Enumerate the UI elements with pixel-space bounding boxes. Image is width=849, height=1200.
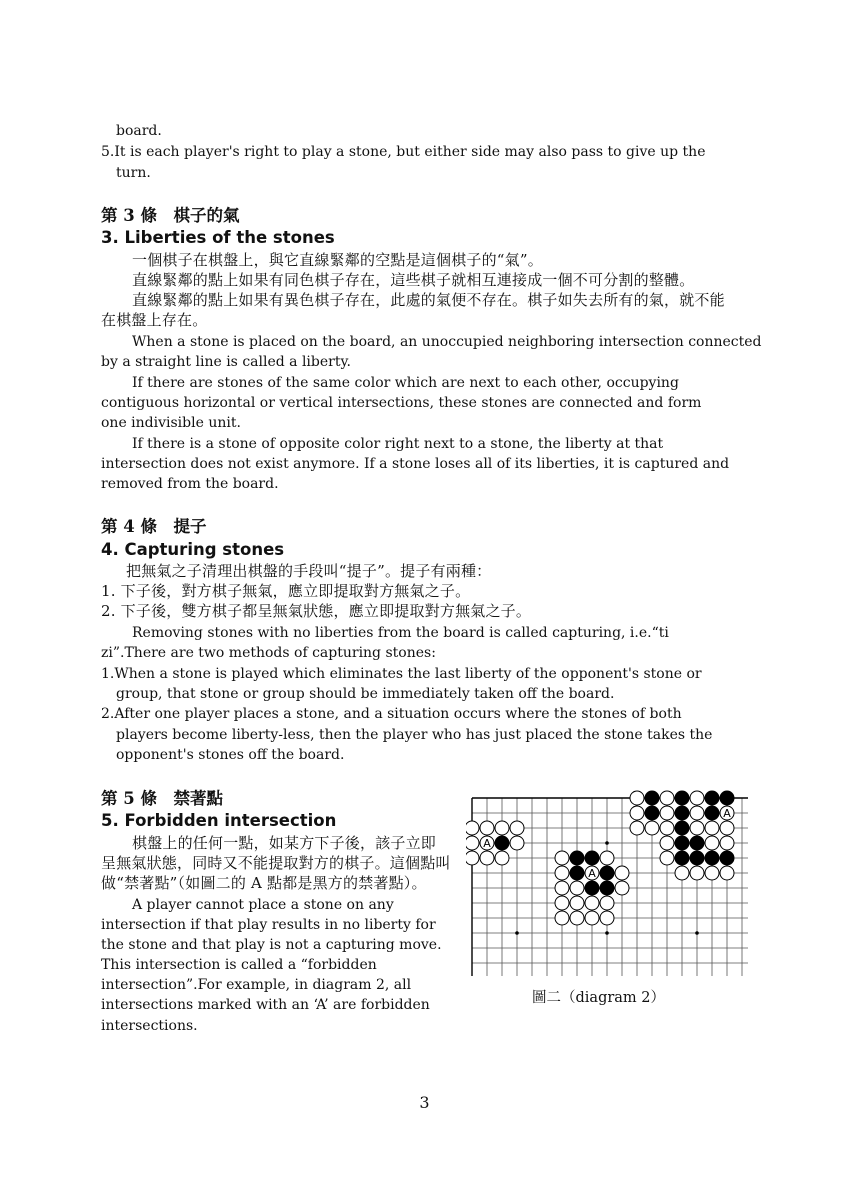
white-stone [495, 821, 509, 835]
white-stone [555, 866, 569, 880]
white-stone [495, 851, 509, 865]
black-stone [600, 881, 614, 895]
rule-5-line: 5.It is each player's right to play a stone, but either side may also pass to give up the [101, 144, 706, 160]
white-stone [570, 881, 584, 895]
section-3-zh-4: 在棋盤上存在。 [101, 311, 208, 329]
black-stone [675, 806, 689, 820]
section-4-zh-2: 1. 下子後，對方棋子無氣，應立即提取對方無氣之子。 [101, 582, 471, 600]
black-stone [675, 836, 689, 850]
top-line-1: board. [116, 123, 162, 139]
white-stone [466, 836, 479, 850]
white-stone [555, 896, 569, 910]
white-stone [615, 866, 629, 880]
white-stone [690, 806, 704, 820]
black-stone [645, 806, 659, 820]
star-point [605, 931, 609, 935]
black-stone [570, 851, 584, 865]
white-stone [705, 836, 719, 850]
black-stone [645, 791, 659, 805]
page-number: 3 [419, 1093, 430, 1112]
diagram-caption: 圖二（diagram 2） [532, 990, 666, 1006]
white-stone [600, 851, 614, 865]
star-point [515, 931, 519, 935]
black-stone [720, 791, 734, 805]
section-5-heading-zh: 第 5 條 禁著點 [101, 789, 223, 808]
white-stone [555, 851, 569, 865]
section-5-en-7: intersections. [101, 1018, 198, 1034]
white-stone [510, 821, 524, 835]
white-stone [690, 866, 704, 880]
black-stone [690, 836, 704, 850]
section-3-en-4: contiguous horizontal or vertical intersections, these stones are connected and form [101, 395, 702, 411]
white-stone [480, 821, 494, 835]
white-stone [690, 821, 704, 835]
section-4-heading-zh: 第 4 條 提子 [101, 517, 207, 536]
white-stone [660, 806, 674, 820]
section-3-heading-en: 3. Liberties of the stones [101, 228, 335, 247]
section-3-en-2: by a straight line is called a liberty. [101, 354, 351, 370]
black-stone [675, 791, 689, 805]
white-stone [720, 866, 734, 880]
section-5-en-5: intersection”.For example, in diagram 2, all [101, 977, 412, 993]
section-5-zh-1: 棋盤上的任何一點，如某方下子後，該子立即 [132, 834, 437, 852]
white-stone [555, 911, 569, 925]
section-4-en-1: Removing stones with no liberties from the board is called capturing, i.e.“ti [132, 625, 669, 641]
section-3-heading-zh: 第 3 條 棋子的氣 [101, 206, 240, 225]
section-4-en-2: zi”.There are two methods of capturing stones: [101, 645, 436, 661]
section-4-zh-3: 2. 下子後，雙方棋子都呈無氣狀態，應立即提取對方無氣之子。 [101, 602, 532, 620]
black-stone [585, 881, 599, 895]
rule-5-line-2: turn. [116, 165, 151, 181]
white-stone [720, 821, 734, 835]
black-stone [585, 851, 599, 865]
section-5-zh-2: 呈無氣狀態，同時又不能提取對方的棋子。這個點叫 [101, 854, 451, 872]
section-3-en-7: intersection does not exist anymore. If a stone loses all of its liberties, it is captured and [101, 456, 730, 472]
black-stone [675, 821, 689, 835]
white-stone [660, 791, 674, 805]
forbidden-point-label: A [723, 807, 731, 820]
section-3-en-3: If there are stones of the same color which are next to each other, occupying [132, 375, 679, 391]
white-stone [645, 821, 659, 835]
white-stone [705, 866, 719, 880]
section-5-en-3: the stone and that play is not a capturing move. [101, 937, 442, 953]
section-3-zh-1: 一個棋子在棋盤上，與它直線緊鄰的空點是這個棋子的“氣”。 [132, 251, 543, 269]
section-4-en-5: 2.After one player places a stone, and a situation occurs where the stones of both [101, 706, 682, 722]
black-stone [675, 851, 689, 865]
section-4-zh-1: 把無氣之子清理出棋盤的手段叫“提子”。提子有兩種： [126, 562, 492, 580]
black-stone [705, 851, 719, 865]
section-4-en-7: opponent's stones off the board. [116, 747, 345, 763]
white-stone [630, 821, 644, 835]
section-4-en-6: players become liberty-less, then the player who has just placed the stone takes the [116, 727, 713, 743]
star-point [605, 841, 609, 845]
black-stone [600, 866, 614, 880]
white-stone [466, 821, 479, 835]
section-5-en-1: A player cannot place a stone on any [132, 897, 394, 913]
black-stone [705, 806, 719, 820]
white-stone [555, 881, 569, 895]
section-3-en-1: When a stone is placed on the board, an unoccupied neighboring intersection connected [132, 334, 762, 350]
white-stone [466, 851, 479, 865]
section-5-zh-3: 做“禁著點”（如圖二的 A 點都是黑方的禁著點）。 [101, 874, 427, 892]
white-stone [675, 866, 689, 880]
section-5-en-2: intersection if that play results in no liberty for [101, 917, 436, 933]
white-stone [660, 851, 674, 865]
white-stone [705, 821, 719, 835]
white-stone [570, 896, 584, 910]
white-stone [660, 836, 674, 850]
black-stone [690, 851, 704, 865]
white-stone [570, 911, 584, 925]
forbidden-point-label: A [588, 867, 596, 880]
forbidden-point-label: A [483, 837, 491, 850]
go-board-diagram [466, 786, 748, 976]
white-stone [630, 806, 644, 820]
section-3-en-5: one indivisible unit. [101, 415, 241, 431]
section-3-en-8: removed from the board. [101, 476, 279, 492]
section-4-en-4: group, that stone or group should be immediately taken off the board. [116, 686, 615, 702]
section-3-zh-2: 直線緊鄰的點上如果有同色棋子存在，這些棋子就相互連接成一個不可分割的整體。 [132, 271, 695, 289]
section-5-en-6: intersections marked with an ‘A’ are forbidden [101, 997, 430, 1013]
star-point [695, 931, 699, 935]
white-stone [585, 911, 599, 925]
white-stone [480, 851, 494, 865]
section-5-en-4: This intersection is called a “forbidden [101, 957, 377, 973]
white-stone [660, 821, 674, 835]
white-stone [630, 791, 644, 805]
white-stone [600, 896, 614, 910]
section-3-en-6: If there is a stone of opposite color right next to a stone, the liberty at that [132, 436, 664, 452]
white-stone [585, 896, 599, 910]
white-stone [690, 791, 704, 805]
black-stone [495, 836, 509, 850]
section-4-heading-en: 4. Capturing stones [101, 540, 285, 559]
section-3-zh-3: 直線緊鄰的點上如果有異色棋子存在，此處的氣便不存在。棋子如失去所有的氣，就不能 [132, 291, 725, 309]
white-stone [615, 881, 629, 895]
white-stone [510, 836, 524, 850]
section-5-heading-en: 5. Forbidden intersection [101, 811, 337, 830]
white-stone [600, 911, 614, 925]
white-stone [720, 836, 734, 850]
black-stone [570, 866, 584, 880]
black-stone [705, 791, 719, 805]
section-4-en-3: 1.When a stone is played which eliminates the last liberty of the opponent's stone or [101, 666, 702, 682]
black-stone [720, 851, 734, 865]
